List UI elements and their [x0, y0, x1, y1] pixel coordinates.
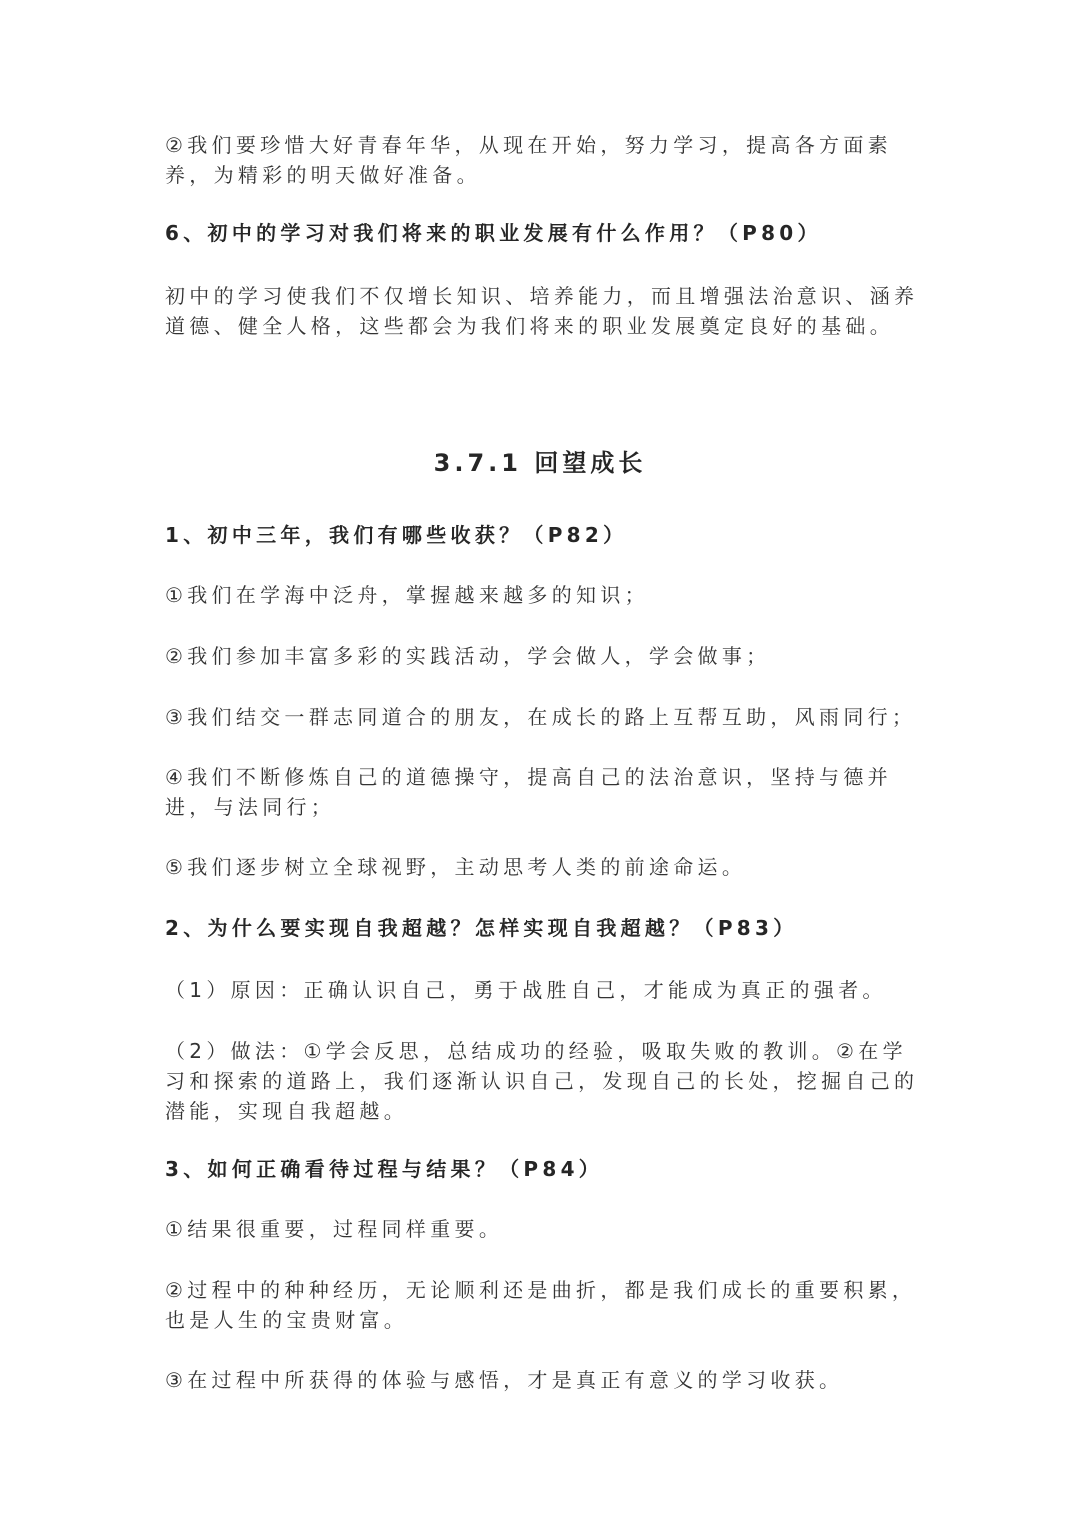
list-item: ①结果很重要，过程同样重要。	[165, 1217, 504, 1241]
list-item: ③我们结交一群志同道合的朋友，在成长的路上互帮互助，风雨同行；	[165, 705, 917, 729]
list-item: ⑤我们逐步树立全球视野，主动思考人类的前途命运。	[165, 855, 747, 879]
list-item: ②我们参加丰富多彩的实践活动，学会做人，学会做事；	[165, 644, 771, 668]
list-item: ①我们在学海中泛舟，掌握越来越多的知识；	[165, 583, 649, 607]
section-heading: 3.7.1 回望成长	[433, 449, 647, 477]
paragraph-cherish-youth: ②我们要珍惜大好青春年华，从现在开始，努力学习，提高各方面素养，为精彩的明天做好准备。	[165, 133, 892, 187]
answer-2-method: （2）做法：①学会反思，总结成功的经验，吸取失败的教训。②在学习和探索的道路上，我们逐渐认识自己，发现自己的长处，挖掘自己的潜能，实现自我超越。	[165, 1039, 919, 1123]
list-item: ③在过程中所获得的体验与感悟，才是真正有意义的学习收获。	[165, 1368, 844, 1392]
list-item: ②过程中的种种经历，无论顺利还是曲折，都是我们成长的重要积累，也是人生的宝贵财富。	[165, 1278, 917, 1332]
question-6: 6、初中的学习对我们将来的职业发展有什么作用？（P80）	[165, 221, 822, 245]
answer-2-reason: （1）原因：正确认识自己，勇于战胜自己，才能成为真正的强者。	[165, 978, 887, 1002]
question-3: 3、如何正确看待过程与结果？（P84）	[165, 1157, 604, 1181]
question-2: 2、为什么要实现自我超越？怎样实现自我超越？（P83）	[165, 916, 798, 940]
question-1: 1、初中三年，我们有哪些收获？（P82）	[165, 523, 628, 547]
answer-6: 初中的学习使我们不仅增长知识、培养能力，而且增强法治意识、涵养道德、健全人格，这些都会为我们将来的职业发展奠定良好的基础。	[165, 284, 919, 338]
list-item: ④我们不断修炼自己的道德操守，提高自己的法治意识，坚持与德并进，与法同行；	[165, 765, 892, 819]
